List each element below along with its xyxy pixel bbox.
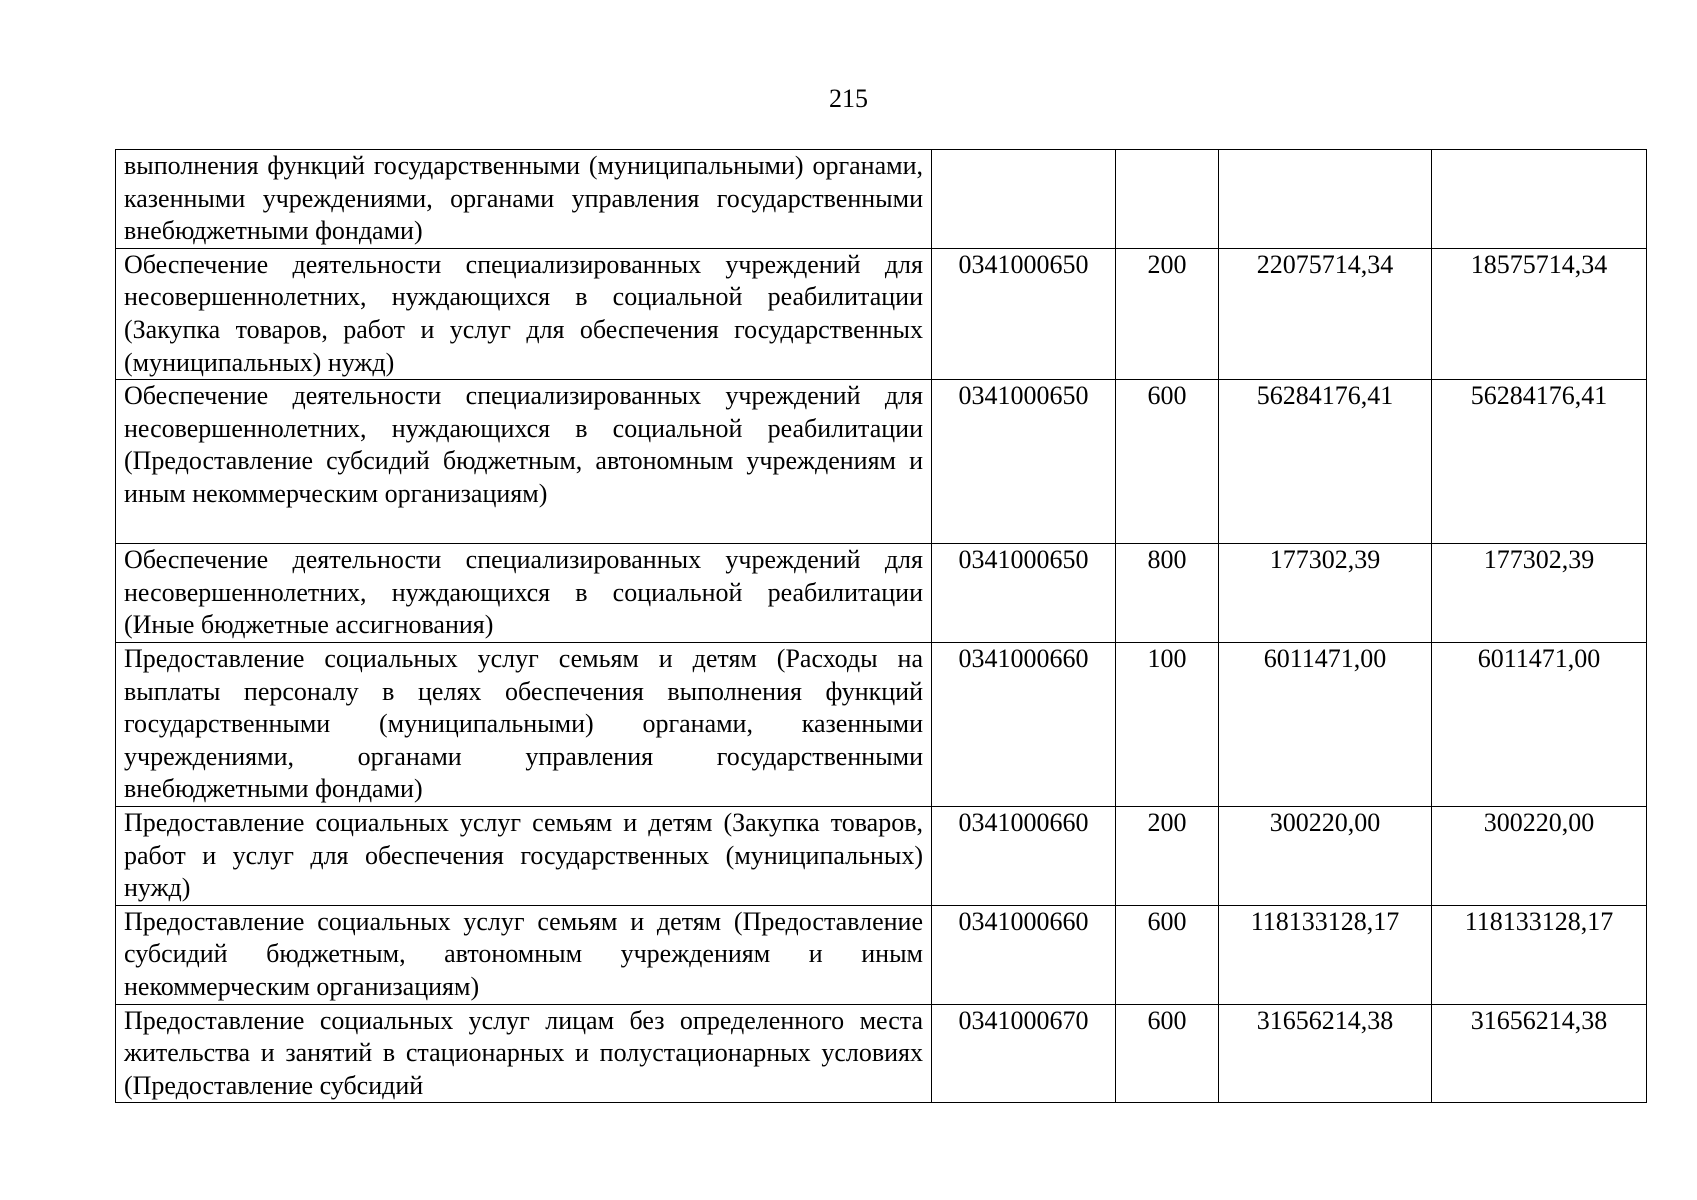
expense-type-cell: 600 <box>1116 380 1219 544</box>
amount-cell-2 <box>1432 150 1647 249</box>
target-code-cell: 0341000670 <box>932 1004 1116 1103</box>
target-code-cell: 0341000660 <box>932 905 1116 1004</box>
expense-type-cell: 200 <box>1116 806 1219 905</box>
target-code-cell: 0341000660 <box>932 642 1116 806</box>
table-row <box>116 150 1647 249</box>
amount-cell-2: 18575714,34 <box>1432 248 1647 379</box>
amount-cell-2: 300220,00 <box>1432 806 1647 905</box>
amount-cell-1: 6011471,00 <box>1219 642 1432 806</box>
table-row <box>116 642 1647 806</box>
target-code-cell: 0341000650 <box>932 248 1116 379</box>
expense-type-cell: 200 <box>1116 248 1219 379</box>
expense-name-cell: Предоставление социальных услуг семьям и детям (Расходы на выплаты персоналу в целях обеспечения выполнения функций государственными (муниципальными) органами, казенными учреждениями, органами управления государственными внебюджетными фондами) <box>116 642 932 806</box>
amount-cell-2: 31656214,38 <box>1432 1004 1647 1103</box>
amount-cell-1: 118133128,17 <box>1219 905 1432 1004</box>
expense-name-cell: Обеспечение деятельности специализированных учреждений для несовершеннолетних, нуждающихся в социальной реабилитации (Предоставление субсидий бюджетным, автономным учреждениям и иным некоммерческим организациям) <box>116 380 932 544</box>
expense-name-cell: Предоставление социальных услуг семьям и детям (Закупка товаров, работ и услуг для обеспечения государственных (муниципальных) нужд) <box>116 806 932 905</box>
amount-cell-1 <box>1219 150 1432 249</box>
expense-type-cell: 600 <box>1116 1004 1219 1103</box>
amount-cell-1: 56284176,41 <box>1219 380 1432 544</box>
table-row <box>116 1004 1647 1103</box>
target-code-cell: 0341000650 <box>932 544 1116 643</box>
expense-type-cell: 100 <box>1116 642 1219 806</box>
page-number: 215 <box>829 84 868 113</box>
table-row <box>116 248 1647 379</box>
expense-type-cell <box>1116 150 1219 249</box>
expense-name-cell: выполнения функций государственными (муниципальными) органами, казенными учреждениями, органами управления государственными внебюджетными фондами) <box>116 150 932 249</box>
amount-cell-2: 56284176,41 <box>1432 380 1647 544</box>
table-row <box>116 544 1647 643</box>
expense-name-cell: Предоставление социальных услуг лицам без определенного места жительства и занятий в стационарных и полустационарных условиях (Предоставление субсидий <box>116 1004 932 1103</box>
target-code-cell: 0341000650 <box>932 380 1116 544</box>
table-row <box>116 806 1647 905</box>
amount-cell-2: 118133128,17 <box>1432 905 1647 1004</box>
table-row <box>116 380 1647 544</box>
expense-name-cell: Обеспечение деятельности специализированных учреждений для несовершеннолетних, нуждающихся в социальной реабилитации (Иные бюджетные ассигнования) <box>116 544 932 643</box>
amount-cell-2: 177302,39 <box>1432 544 1647 643</box>
expense-type-cell: 800 <box>1116 544 1219 643</box>
amount-cell-1: 300220,00 <box>1219 806 1432 905</box>
table-row <box>116 905 1647 1004</box>
expense-name-cell: Предоставление социальных услуг семьям и детям (Предоставление субсидий бюджетным, автономным учреждениям и иным некоммерческим организациям) <box>116 905 932 1004</box>
target-code-cell: 0341000660 <box>932 806 1116 905</box>
expense-name-cell: Обеспечение деятельности специализированных учреждений для несовершеннолетних, нуждающихся в социальной реабилитации (Закупка товаров, работ и услуг для обеспечения государственных (муниципальных) нужд) <box>116 248 932 379</box>
expense-type-cell: 600 <box>1116 905 1219 1004</box>
amount-cell-1: 31656214,38 <box>1219 1004 1432 1103</box>
amount-cell-1: 22075714,34 <box>1219 248 1432 379</box>
amount-cell-2: 6011471,00 <box>1432 642 1647 806</box>
amount-cell-1: 177302,39 <box>1219 544 1432 643</box>
target-code-cell <box>932 150 1116 249</box>
budget-table <box>115 149 1647 1103</box>
